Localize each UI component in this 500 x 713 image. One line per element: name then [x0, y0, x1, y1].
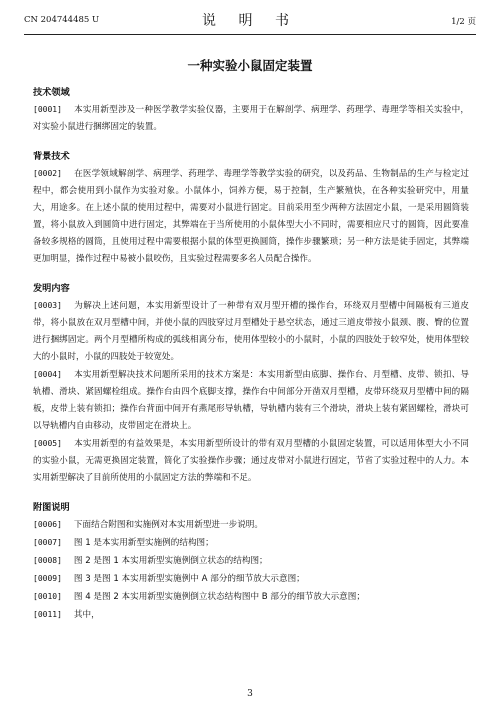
paragraph-0002 [33, 165, 469, 268]
paragraph-number: [0005] [33, 439, 62, 448]
paragraph-number: [0011] [33, 610, 62, 619]
paragraph-number: [0009] [33, 574, 62, 583]
section-heading-summary: 发明内容 [33, 283, 70, 294]
patent-number: CN 204744485 U [24, 15, 100, 25]
section-heading-figures: 附图说明 [33, 502, 70, 513]
paragraph-0007 [33, 534, 469, 552]
paragraph-number: [0010] [33, 592, 62, 601]
document-title: 说 明 书 [202, 13, 298, 29]
paragraph-text: 在医学领域解剖学、病理学、药理学、毒理学等教学实验的研究，以及药品、生物制品的生产与检定过程中，都会使用到小鼠作为实验对象。小鼠体小，饲养方便，易于控制，生产繁殖快，在各种实验研究中，用量大，用途多。在上述小鼠的使用过程中，需要对小鼠进行固定。目前采用至少两种方法固定小鼠，一是采用圆筒装置，将小鼠放入到圆筒中进行固定，其弊端在于当所使用的小鼠体型大小不同时，需要相应尺寸的圆筒，因此要准备较多规格的圆筒，且使用过程中需要根据小鼠的体型更换圆筒，操作步骤繁琐；另一种方法是徒手固定，其弊端更加明显，操作过程中易被小鼠咬伤，且实验过程需要多名人员配合操作。 [33, 169, 469, 264]
paragraph-text: 本实用新型解决技术问题所采用的技术方案是：本实用新型由底脚、操作台、月型槽、皮带、锁扣、导轨槽、滑块、紧固螺栓组成。操作台由四个底脚支撑，操作台中间部分开凿双月型槽，皮带环绕双月型槽中间的隔板，皮带上装有锁扣；操作台背面中间开有燕尾形导轨槽，导轨槽内装有三个滑块，滑块上装有紧固螺栓，滑块可以导轨槽内自由移动，皮带固定在滑块上。 [33, 370, 469, 431]
page-number: 3 [247, 689, 253, 699]
page-indicator: 1/2 页 [451, 17, 476, 27]
paragraph-0006 [33, 516, 469, 534]
page-header [24, 10, 476, 32]
paragraph-text: 图 2 是图 1 本实用新型实施例倒立状态的结构图； [73, 556, 268, 566]
paragraph-0011 [33, 606, 469, 624]
paragraph-number: [0002] [33, 169, 62, 178]
section-heading-tech-field: 技术领域 [33, 87, 70, 98]
paragraph-number: [0008] [33, 556, 62, 565]
paragraph-number: [0004] [33, 370, 62, 379]
paragraph-0001 [33, 101, 469, 136]
paragraph-text: 本实用新型的有益效果是，本实用新型所设计的带有双月型槽的小鼠固定装置，可以适用体型大小不同的实验小鼠，无需更换固定装置，简化了实验操作步骤；通过皮带对小鼠进行固定，节省了实验过程中的人力。本实用新型解决了目前所使用的小鼠固定方法的弊端和不足。 [33, 439, 469, 483]
invention-title: 一种实验小鼠固定装置 [187, 58, 313, 73]
paragraph-0003 [33, 297, 469, 366]
paragraph-text: 本实用新型涉及一种医学教学实验仪器，主要用于在解剖学、病理学、药理学、毒理学等相关实验中，对实验小鼠进行捆绑固定的装置。 [33, 105, 469, 132]
header-rule [24, 34, 476, 35]
paragraph-number: [0003] [33, 301, 62, 310]
paragraph-0010 [33, 588, 469, 606]
paragraph-0004 [33, 366, 469, 435]
section-heading-background: 背景技术 [33, 151, 70, 162]
paragraph-text: 图 4 是图 2 本实用新型实施例倒立状态结构图中 B 部分的细节放大示意图； [73, 592, 365, 602]
document-body [33, 84, 469, 624]
paragraph-0009 [33, 570, 469, 588]
paragraph-number: [0006] [33, 520, 62, 529]
paragraph-text: 其中， [73, 610, 100, 620]
paragraph-text: 图 3 是图 1 本实用新型实施例中 A 部分的细节放大示意图； [73, 574, 305, 584]
paragraph-0005 [33, 435, 469, 487]
paragraph-text: 下面结合附图和实施例对本实用新型进一步说明。 [73, 520, 263, 530]
paragraph-number: [0001] [33, 105, 62, 114]
paragraph-0008 [33, 552, 469, 570]
paragraph-number: [0007] [33, 538, 62, 547]
paragraph-text: 图 1 是本实用新型实施例的结构图； [73, 538, 214, 548]
paragraph-text: 为解决上述问题，本实用新型设计了一种带有双月型开槽的操作台，环绕双月型槽中间隔板有三道皮带，将小鼠放在双月型槽中间，并使小鼠的四肢穿过月型槽处于悬空状态，通过三道皮带按小鼠颈、腹、臀的位置进行捆绑固定。两个月型槽所构成的弧线相离分布，使用体型较小的小鼠时，小鼠的四肢处于较窄处，使用体型较大的小鼠时，小鼠的四肢处于较宽处。 [33, 301, 469, 362]
